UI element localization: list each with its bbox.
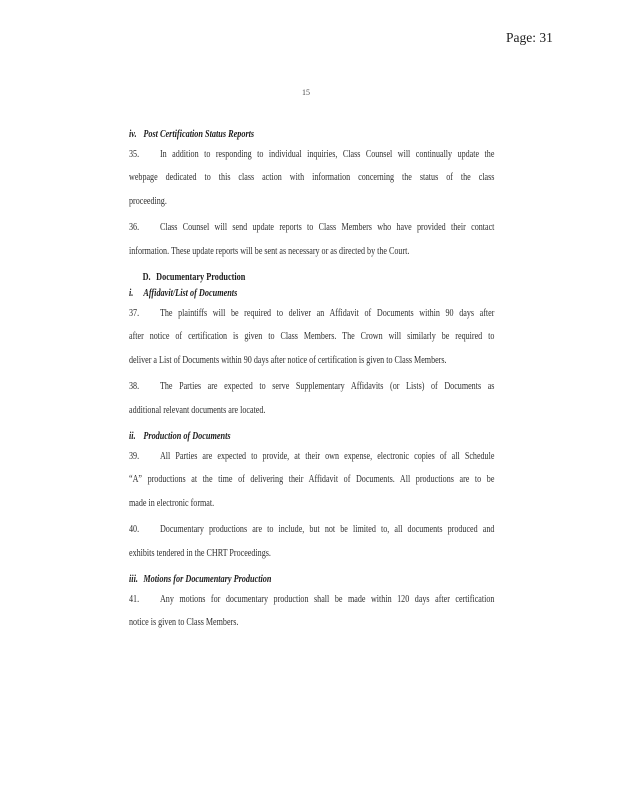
paragraph-line: “A” productions at the time of delivering their Affidavit of Documents. All productions are to be [129,473,495,486]
paragraph-line [129,375,494,398]
heading-numeral: iii. [129,572,138,585]
paragraph-line [129,588,494,611]
paragraph-number: 41. [129,592,140,605]
folio-number: 15 [302,88,310,97]
paragraph-line [129,445,494,468]
paragraph-number: 37. [129,306,140,319]
paragraph-37 [129,302,494,372]
paragraph-39 [129,445,494,515]
paragraph-number: 36. [129,221,140,234]
paragraph-38 [129,375,494,422]
heading-numeral: ii. [129,429,136,442]
paragraph-number: 35. [129,148,140,160]
paragraph-line: notice is given to Class Members. [129,616,239,629]
heading-documentary-production [143,269,495,285]
paragraph-line: exhibits tendered in the CHRT Proceedings. [129,546,271,559]
paragraph-line: deliver a List of Documents within 90 days after notice of certification is given to Class Members. [129,353,447,366]
heading-motions-for-documentary-production [129,571,494,587]
heading-production-of-documents [129,428,494,444]
heading-text: Affidavit/List of Documents [143,286,238,299]
paragraph-40 [129,518,494,565]
heading-text: Documentary Production [156,270,246,283]
heading-post-certification-status-reports [129,126,494,142]
paragraph-number: 39. [129,449,140,462]
paragraph-text: The plaintiffs will be required to deliver an Affidavit of Documents within 90 days after [159,306,495,319]
heading-numeral: i. [129,286,134,299]
paragraph-line: after notice of certification is given to Class Members. The Crown will similarly be required to [129,330,495,343]
heading-numeral: iv. [129,128,137,140]
paragraph-line: webpage dedicated to this class action with information concerning the status of the class [129,171,495,184]
print-page-label: Page: 31 [506,30,553,45]
heading-text: Post Certification Status Reports [143,128,255,140]
paragraph-35 [129,143,494,213]
paragraph-41 [129,588,494,635]
heading-text: Production of Documents [143,429,231,442]
paragraph-number: 38. [129,380,140,393]
paragraph-number: 40. [129,523,140,536]
paragraph-line [129,302,494,325]
paragraph-line: proceeding. [129,194,167,207]
heading-affidavit-list-of-documents [129,285,494,301]
paragraph-36 [129,216,494,263]
heading-text: Motions for Documentary Production [143,572,272,585]
paragraph-line: information. These update reports will be sent as necessary or as directed by the Court. [129,244,410,257]
paragraph-line [129,216,494,239]
paragraph-line [129,518,494,541]
paragraph-text: The Parties are expected to serve Supplementary Affidavits (or Lists) of Documents as [159,380,495,393]
paragraph-text: Class Counsel will send update reports to Class Members who have provided their contact [159,221,495,234]
document-body [129,126,494,635]
paragraph-text: Any motions for documentary production shall be made within 120 days after certification [159,592,495,605]
heading-letter: D. [142,270,151,283]
paragraph-text: Documentary productions are to include, but not be limited to, all documents produced and [159,523,495,536]
paragraph-line: additional relevant documents are located. [129,403,266,416]
paragraph-line [129,143,494,166]
paragraph-line: made in electronic format. [129,496,215,509]
paragraph-text: All Parties are expected to provide, at their own expense, electronic copies of all Schedule [159,449,495,462]
paragraph-text: In addition to responding to individual inquiries, Class Counsel will continually update the [159,148,495,160]
